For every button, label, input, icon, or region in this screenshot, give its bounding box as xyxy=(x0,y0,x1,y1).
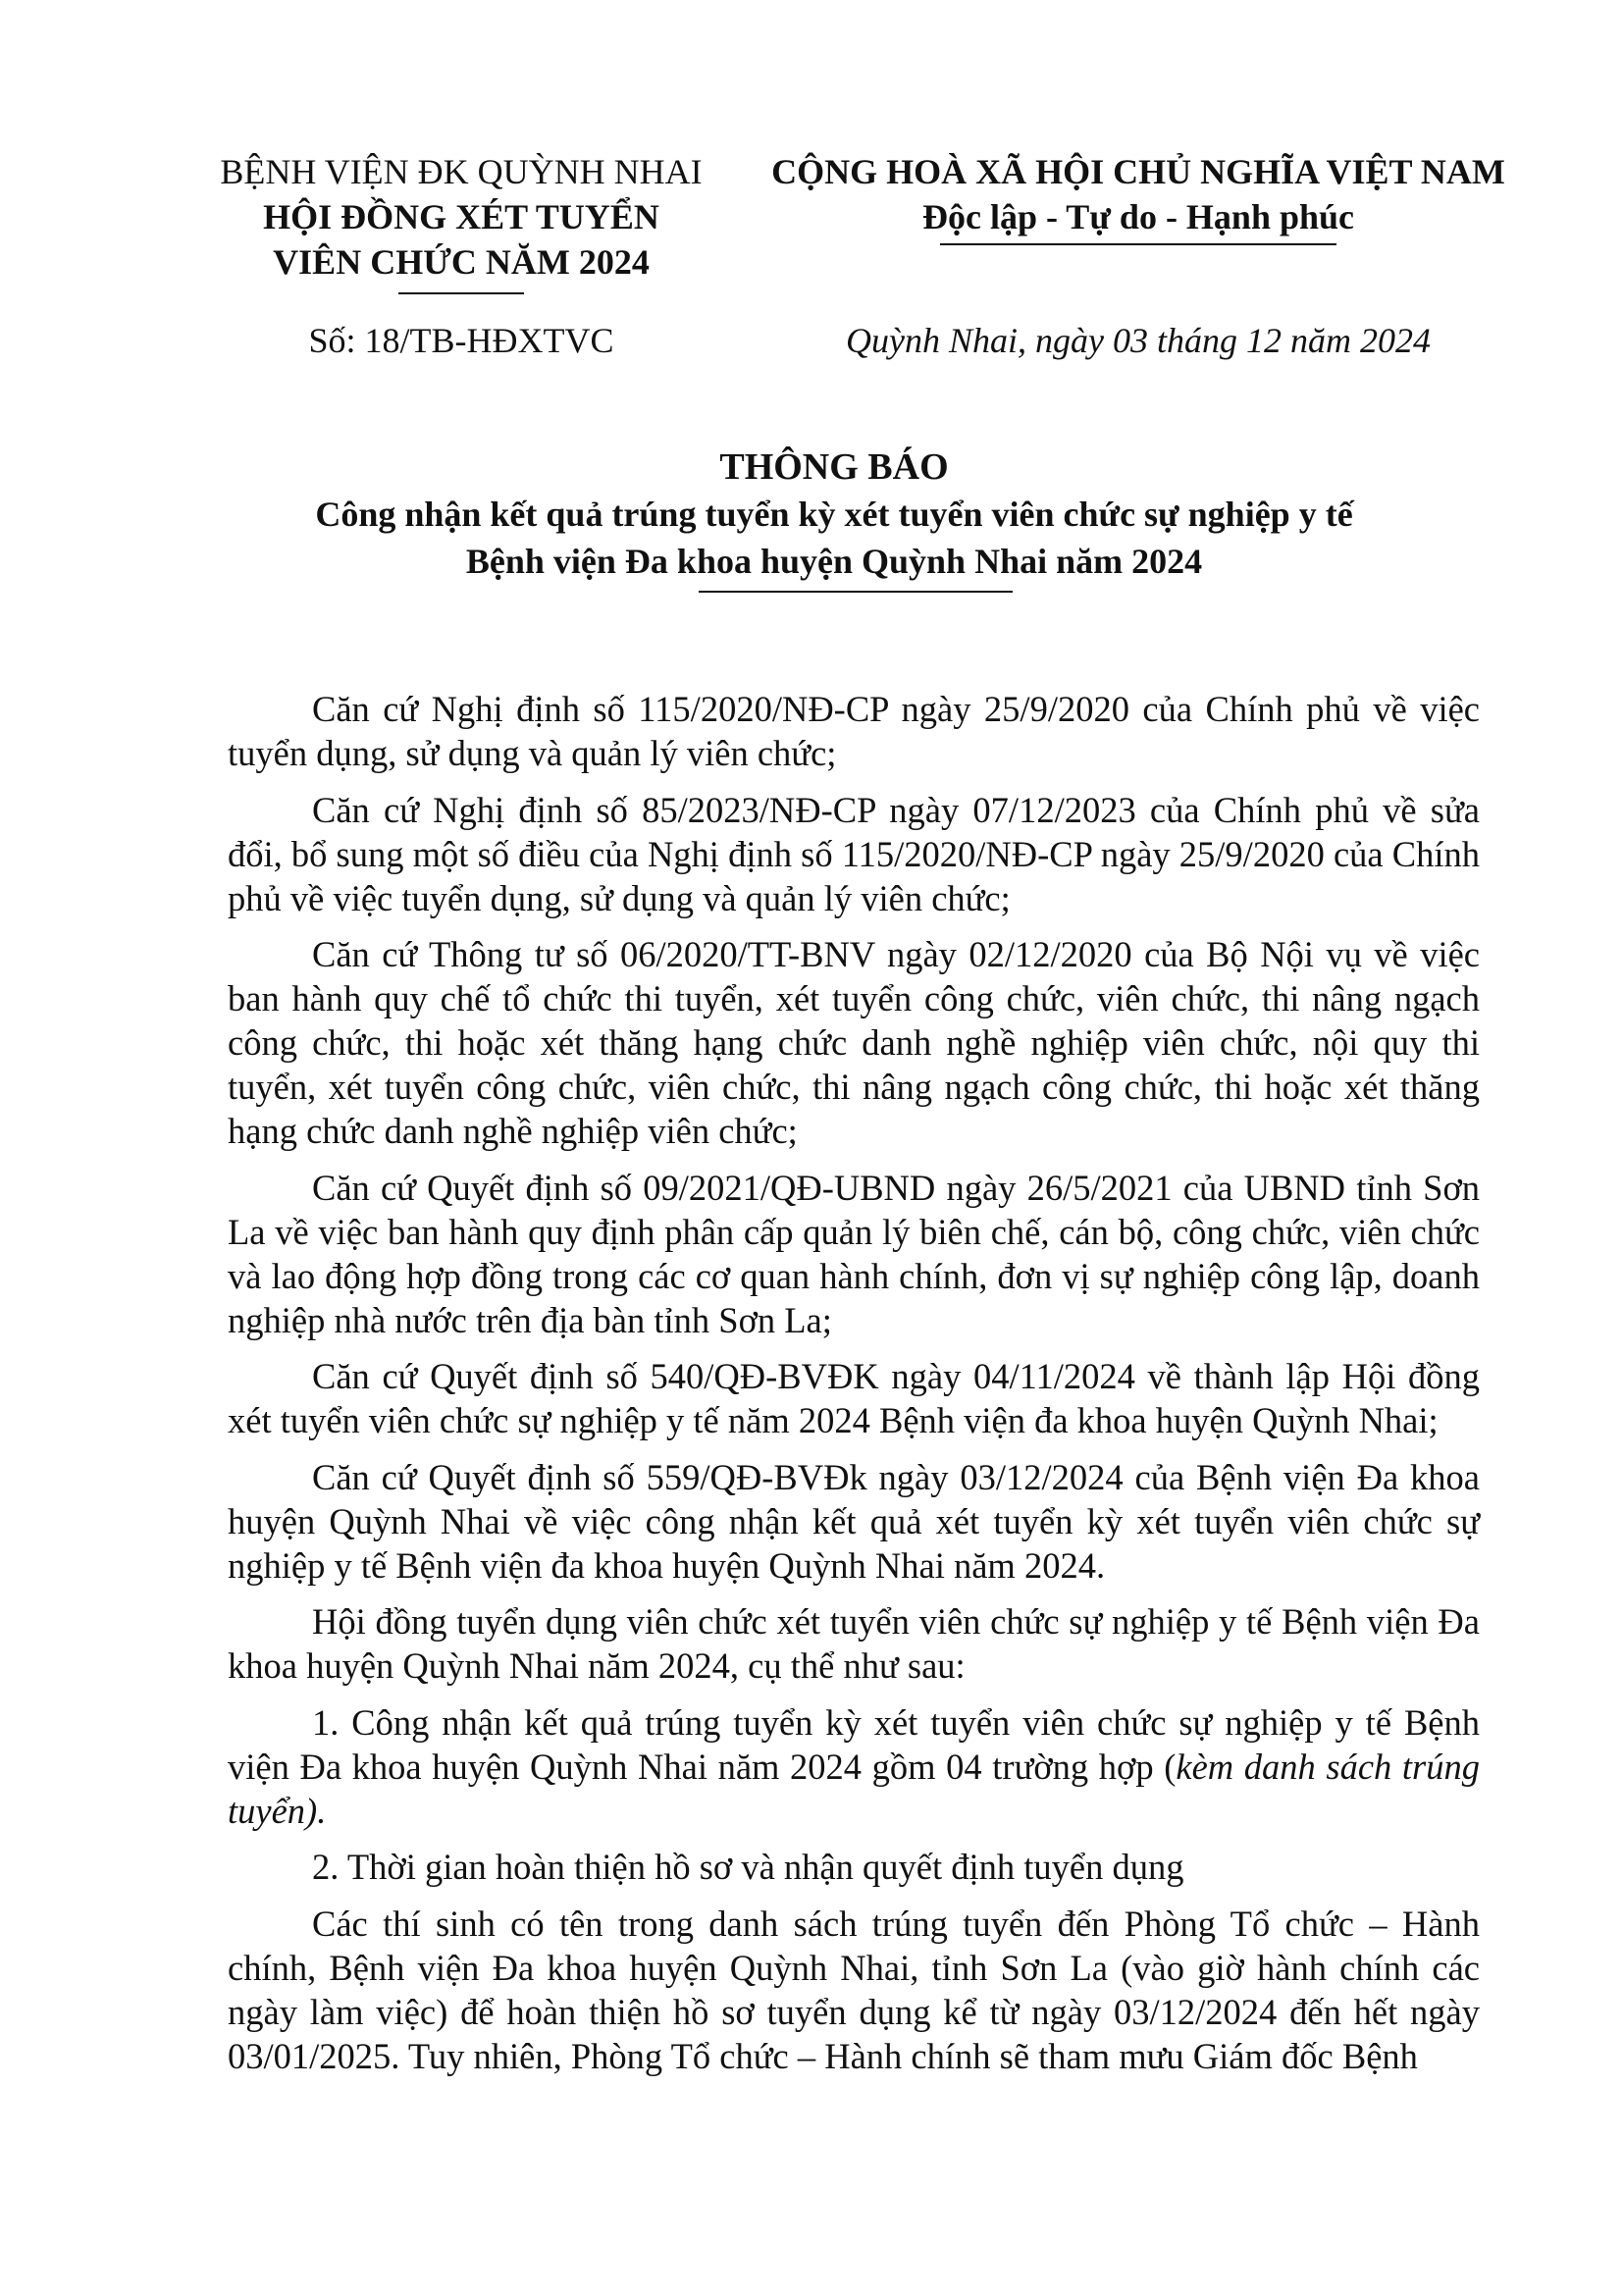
org-underline xyxy=(398,292,524,294)
title-main: THÔNG BÁO xyxy=(719,446,949,488)
paragraph-legal-basis-3: Căn cứ Thông tư số 06/2020/TT-BNV ngày 02/12/2020 của Bộ Nội vụ về việc ban hành quy chế tổ chức thi tuyển, xét tuyển công chức, viên chức, thi nâng ngạch công chức, thi hoặc xét thăng hạng chức danh nghề nghiệp viên chức, nội quy thi tuyển, xét tuyển công chức, viên chức, thi nâng ngạch công chức, thi hoặc xét thăng hạng chức danh nghề nghiệp viên chức; xyxy=(228,934,1480,1151)
org-line-2: HỘI ĐỒNG XÉT TUYỂN xyxy=(263,197,659,236)
document-number: Số: 18/TB-HĐXTVC xyxy=(308,321,614,360)
title-subtitle-2: Bệnh viện Đa khoa huyện Quỳnh Nhai năm 2024 xyxy=(465,542,1203,581)
motto-underline xyxy=(940,243,1336,245)
paragraph-legal-basis-2: Căn cứ Nghị định số 85/2023/NĐ-CP ngày 07/12/2023 của Chính phủ về sửa đổi, bổ sung một số điều của Nghị định số 115/2020/NĐ-CP ngày 25/9/2020 của Chính phủ về việc tuyển dụng, sử dụng và quản lý viên chức; xyxy=(228,789,1480,918)
paragraph-item-2-details: Các thí sinh có tên trong danh sách trúng tuyển đến Phòng Tổ chức – Hành chính, Bệnh viện Đa khoa huyện Quỳnh Nhai, tỉnh Sơn La (vào giờ hành chính các ngày làm việc) để hoàn thiện hồ sơ tuyển dụng kể từ ngày 03/12/2024 đến hết ngày 03/01/2025. Tuy nhiên, Phòng Tổ chức – Hành chính sẽ tham mưu Giám đốc Bệnh xyxy=(228,1903,1480,2076)
nation-line-1: CỘNG HOÀ XÃ HỘI CHỦ NGHĨA VIỆT NAM xyxy=(771,152,1505,191)
item-1-closing: ). xyxy=(305,1790,327,1831)
paragraph-item-1 xyxy=(228,1700,1480,1833)
issuing-organization xyxy=(186,149,736,285)
document-body xyxy=(228,687,1480,2090)
paragraph-legal-basis-1: Căn cứ Nghị định số 115/2020/NĐ-CP ngày 25/9/2020 của Chính phủ về việc tuyển dụng, sử dụng và quản lý viên chức; xyxy=(228,689,1480,773)
paragraph-item-2: 2. Thời gian hoàn thiện hồ sơ và nhận quyết định tuyển dụng xyxy=(312,1847,1184,1887)
item-1-attachment-note: kèm danh sách trúng tuyển xyxy=(228,1746,1480,1831)
title-subtitle-1: Công nhận kết quả trúng tuyển kỳ xét tuyển viên chức sự nghiệp y tế xyxy=(315,495,1353,534)
nation-line-2: Độc lập - Tự do - Hạnh phúc xyxy=(921,197,1355,236)
title-underline xyxy=(699,591,1013,593)
document-title xyxy=(186,444,1482,585)
national-header xyxy=(756,149,1521,239)
place-and-date: Quỳnh Nhai, ngày 03 tháng 12 năm 2024 xyxy=(846,321,1431,360)
org-line-1: BỆNH VIỆN ĐK QUỲNH NHAI xyxy=(220,152,703,191)
paragraph-legal-basis-4: Căn cứ Quyết định số 09/2021/QĐ-UBND ngày 26/5/2021 của UBND tỉnh Sơn La về việc ban hành quy định phân cấp quản lý biên chế, cán bộ, công chức, viên chức và lao động hợp đồng trong các cơ quan hành chính, đơn vị sự nghiệp công lập, doanh nghiệp nhà nước trên địa bàn tỉnh Sơn La; xyxy=(228,1167,1480,1340)
paragraph-council-intro: Hội đồng tuyển dụng viên chức xét tuyển viên chức sự nghiệp y tế Bệnh viện Đa khoa huyện Quỳnh Nhai năm 2024, cụ thể như sau: xyxy=(228,1601,1480,1686)
item-1-text: 1. Công nhận kết quả trúng tuyển kỳ xét tuyển viên chức sự nghiệp y tế Bệnh viện Đa khoa huyện Quỳnh Nhai năm 2024 gồm 04 trường hợp ( xyxy=(228,1701,1480,1787)
paragraph-legal-basis-5: Căn cứ Quyết định số 540/QĐ-BVĐK ngày 04/11/2024 về thành lập Hội đồng xét tuyển viên chức sự nghiệp y tế năm 2024 Bệnh viện đa khoa huyện Quỳnh Nhai; xyxy=(228,1356,1480,1440)
org-line-3: VIÊN CHỨC NĂM 2024 xyxy=(273,242,650,282)
paragraph-legal-basis-6: Căn cứ Quyết định số 559/QĐ-BVĐk ngày 03/12/2024 của Bệnh viện Đa khoa huyện Quỳnh Nhai về việc công nhận kết quả xét tuyển kỳ xét tuyển viên chức sự nghiệp y tế Bệnh viện đa khoa huyện Quỳnh Nhai năm 2024. xyxy=(228,1456,1480,1586)
